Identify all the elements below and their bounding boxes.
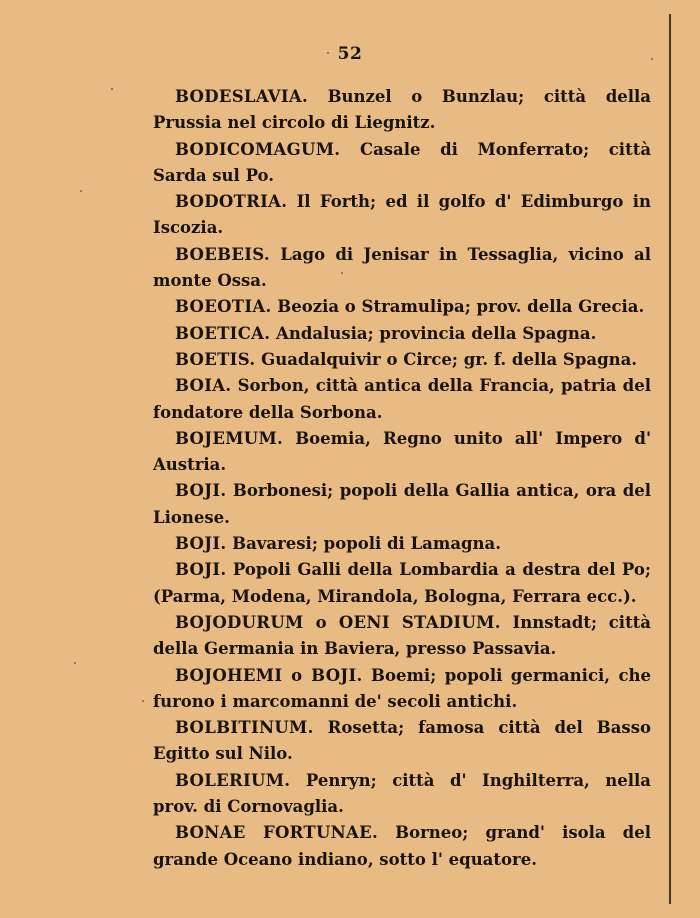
speck [142,700,144,702]
entry [153,531,651,557]
entry-headword: BOEBEIS. [175,244,270,264]
entry-list [153,84,651,873]
entry-headword: BOETICA. [175,323,271,343]
entry-text: Bunzel o Bunzlau; città della Prussia nel circolo di Liegnitz. [153,87,651,133]
entry [153,610,651,663]
entry-text: Boemia, Regno unito all' Impero d' Austria. [153,428,652,475]
entry-text: Innstadt; città della Germania in Baviera, presso Passavia. [153,612,651,659]
entry [153,663,651,716]
entry-text: Andalusia; provincia della Spagna. [276,323,597,343]
entry [153,242,651,295]
entry [153,137,651,190]
entry [153,189,651,242]
entry-headword: BODESLAVIA. [175,87,308,106]
entry-headword: BOJOHEMI o BOJI. [175,665,363,685]
entry [153,426,651,479]
entry-text: Sorbon, città antica della Francia, patria del fondatore della Sorbona. [153,376,651,422]
entry-headword: BOJI. [175,534,227,554]
entry [153,768,651,821]
entry-text: Lago di Jenisar in Tessaglia, vicino al monte Ossa. [153,244,652,291]
entry-headword: BONAE FORTUNAE. [175,823,379,843]
entry-text: Bavaresi; popoli di Lamagna. [232,534,501,554]
entry-headword: BOJI. [175,481,227,501]
page-edge-rule [669,14,671,904]
entry-text: Boemi; popoli germanici, che furono i marcomanni de' secoli antichi. [153,665,651,711]
speck [111,88,113,90]
entry-text: Casale di Monferrato; città Sarda sul Po. [153,139,652,185]
entry-headword: BOEOTIA. [175,297,272,317]
entry-headword: BOJEMUM. [175,428,284,448]
entry-headword: BODOTRIA. [175,192,288,212]
entry-headword: BOJODURUM o OENI STADIUM. [175,612,501,632]
speck [74,662,76,664]
entry-headword: BOETIS. [175,349,256,369]
entry-text: Beozia o Stramulipa; prov. della Grecia. [277,297,645,317]
entry-text: Rosetta; famosa città del Basso Egitto sul Nilo. [153,718,652,764]
entry-text: Guadalquivir o Circe; gr. f. della Spagna. [261,349,638,369]
page-number: 52 [337,44,363,64]
entry [153,373,651,426]
speck [80,190,82,192]
entry-headword: BOLBITINUM. [175,718,314,738]
entry [153,715,651,768]
entry-text: Penryn; città d' Inghilterra, nella prov. di Cornovaglia. [153,770,651,817]
entry-text: Borneo; grand' isola del grande Oceano indiano, sotto l' equatore. [153,823,651,869]
entry [153,294,651,320]
entry-headword: BODICOMAGUM. [175,139,341,159]
entry-text: Il Forth; ed il golfo d' Edimburgo in Iscozia. [153,192,651,238]
entry [153,84,651,137]
entry [153,478,651,531]
entry-headword: BOIA. [175,376,232,396]
entry [153,347,651,373]
entry [153,820,651,873]
entry-text: Popoli Galli della Lombardia a destra del Po; (Parma, Modena, Mirandola, Bologna, Ferrara ecc.). [153,560,651,606]
entry [153,557,651,610]
entry [153,321,651,347]
entry-headword: BOJI. [175,560,227,580]
entry-text: Borbonesi; popoli della Gallia antica, ora del Lionese. [153,481,651,527]
entry-headword: BOLERIUM. [175,770,291,790]
